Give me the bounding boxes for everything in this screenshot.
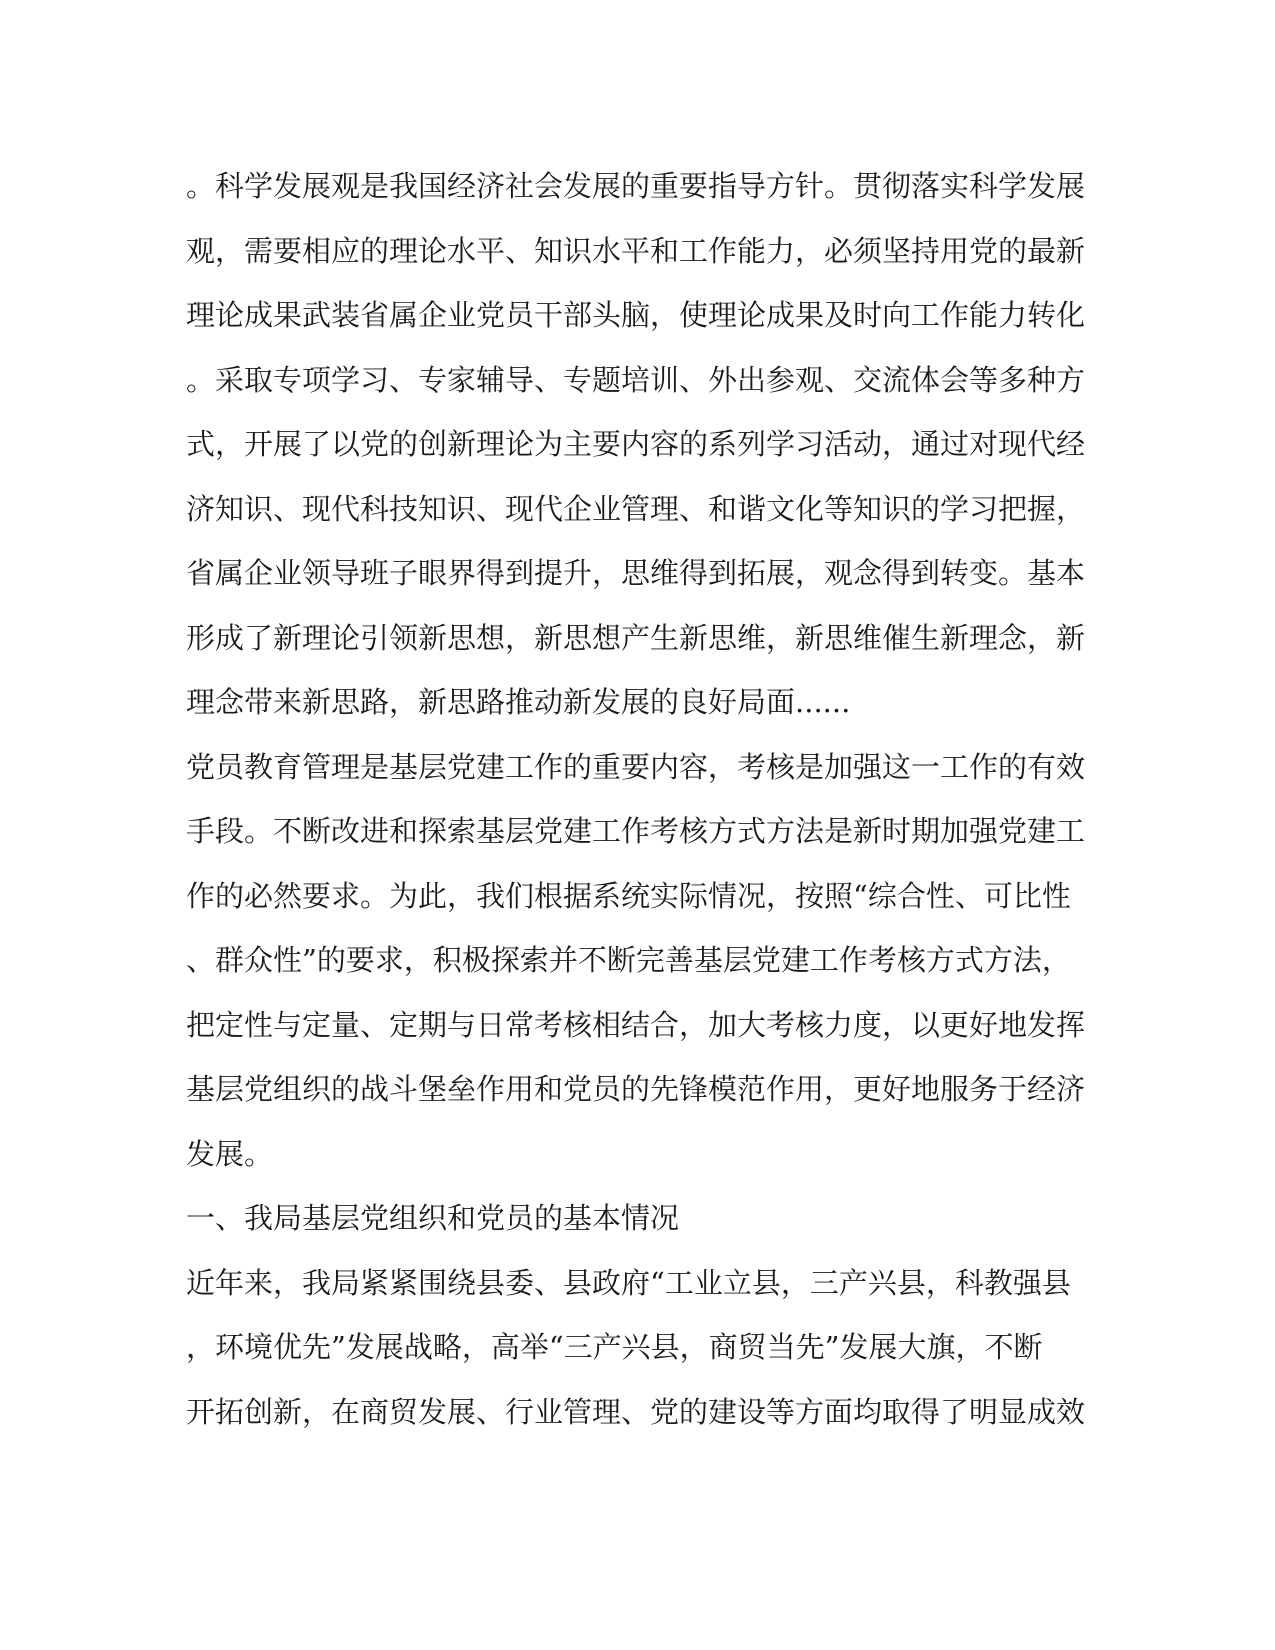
- text-line: 理念带来新思路，新思路推动新发展的良好局面......: [186, 685, 851, 719]
- text-line: 。科学发展观是我国经济社会发展的重要指导方针。贯彻落实科学发展: [186, 169, 1086, 203]
- text-line: 形成了新理论引领新思想，新思想产生新思维，新思维催生新理念，新: [186, 620, 1086, 655]
- text-line: 近年来，我局紧紧围绕县委、县政府“工业立县，三产兴县，科教强县: [186, 1265, 1071, 1300]
- text-line: 发展。: [186, 1136, 274, 1171]
- text-line: 、群众性”的要求，积极探索并不断完善基层党建工作考核方式方法，: [186, 943, 1071, 977]
- text-line: 把定性与定量、定期与日常考核相结合，加大考核力度，以更好地发挥: [186, 1007, 1086, 1042]
- text-line: 党员教育管理是基层党建工作的重要内容，考核是加强这一工作的有效: [186, 749, 1086, 784]
- text-line: 省属企业领导班子眼界得到提升，思维得到拓展，观念得到转变。基本: [186, 556, 1086, 590]
- text-line: 济知识、现代科技知识、现代企业管理、和谐文化等知识的学习把握，: [186, 491, 1086, 526]
- text-line: 基层党组织的战斗堡垒作用和党员的先锋模范作用，更好地服务于经济: [186, 1072, 1086, 1106]
- body-text: [186, 154, 1086, 1444]
- text-line: 。采取专项学习、专家辅导、专题培训、外出参观、交流体会等多种方: [186, 362, 1086, 397]
- text-line: 观，需要相应的理论水平、知识水平和工作能力，必须坚持用党的最新: [186, 233, 1086, 268]
- text-line: 手段。不断改进和探索基层党建工作考核方式方法是新时期加强党建工: [186, 814, 1086, 848]
- text-line: 理论成果武装省属企业党员干部头脑，使理论成果及时向工作能力转化: [186, 298, 1086, 332]
- text-line: 式，开展了以党的创新理论为主要内容的系列学习活动，通过对现代经: [186, 427, 1086, 461]
- text-line: 开拓创新，在商贸发展、行业管理、党的建设等方面均取得了明显成效: [186, 1394, 1086, 1429]
- text-line: 作的必然要求。为此，我们根据系统实际情况，按照“综合性、可比性: [186, 878, 1071, 913]
- text-line: ，环境优先”发展战略，高举“三产兴县，商贸当先”发展大旗，不断: [186, 1330, 1043, 1364]
- section-heading: 一、我局基层党组织和党员的基本情况: [186, 1201, 680, 1235]
